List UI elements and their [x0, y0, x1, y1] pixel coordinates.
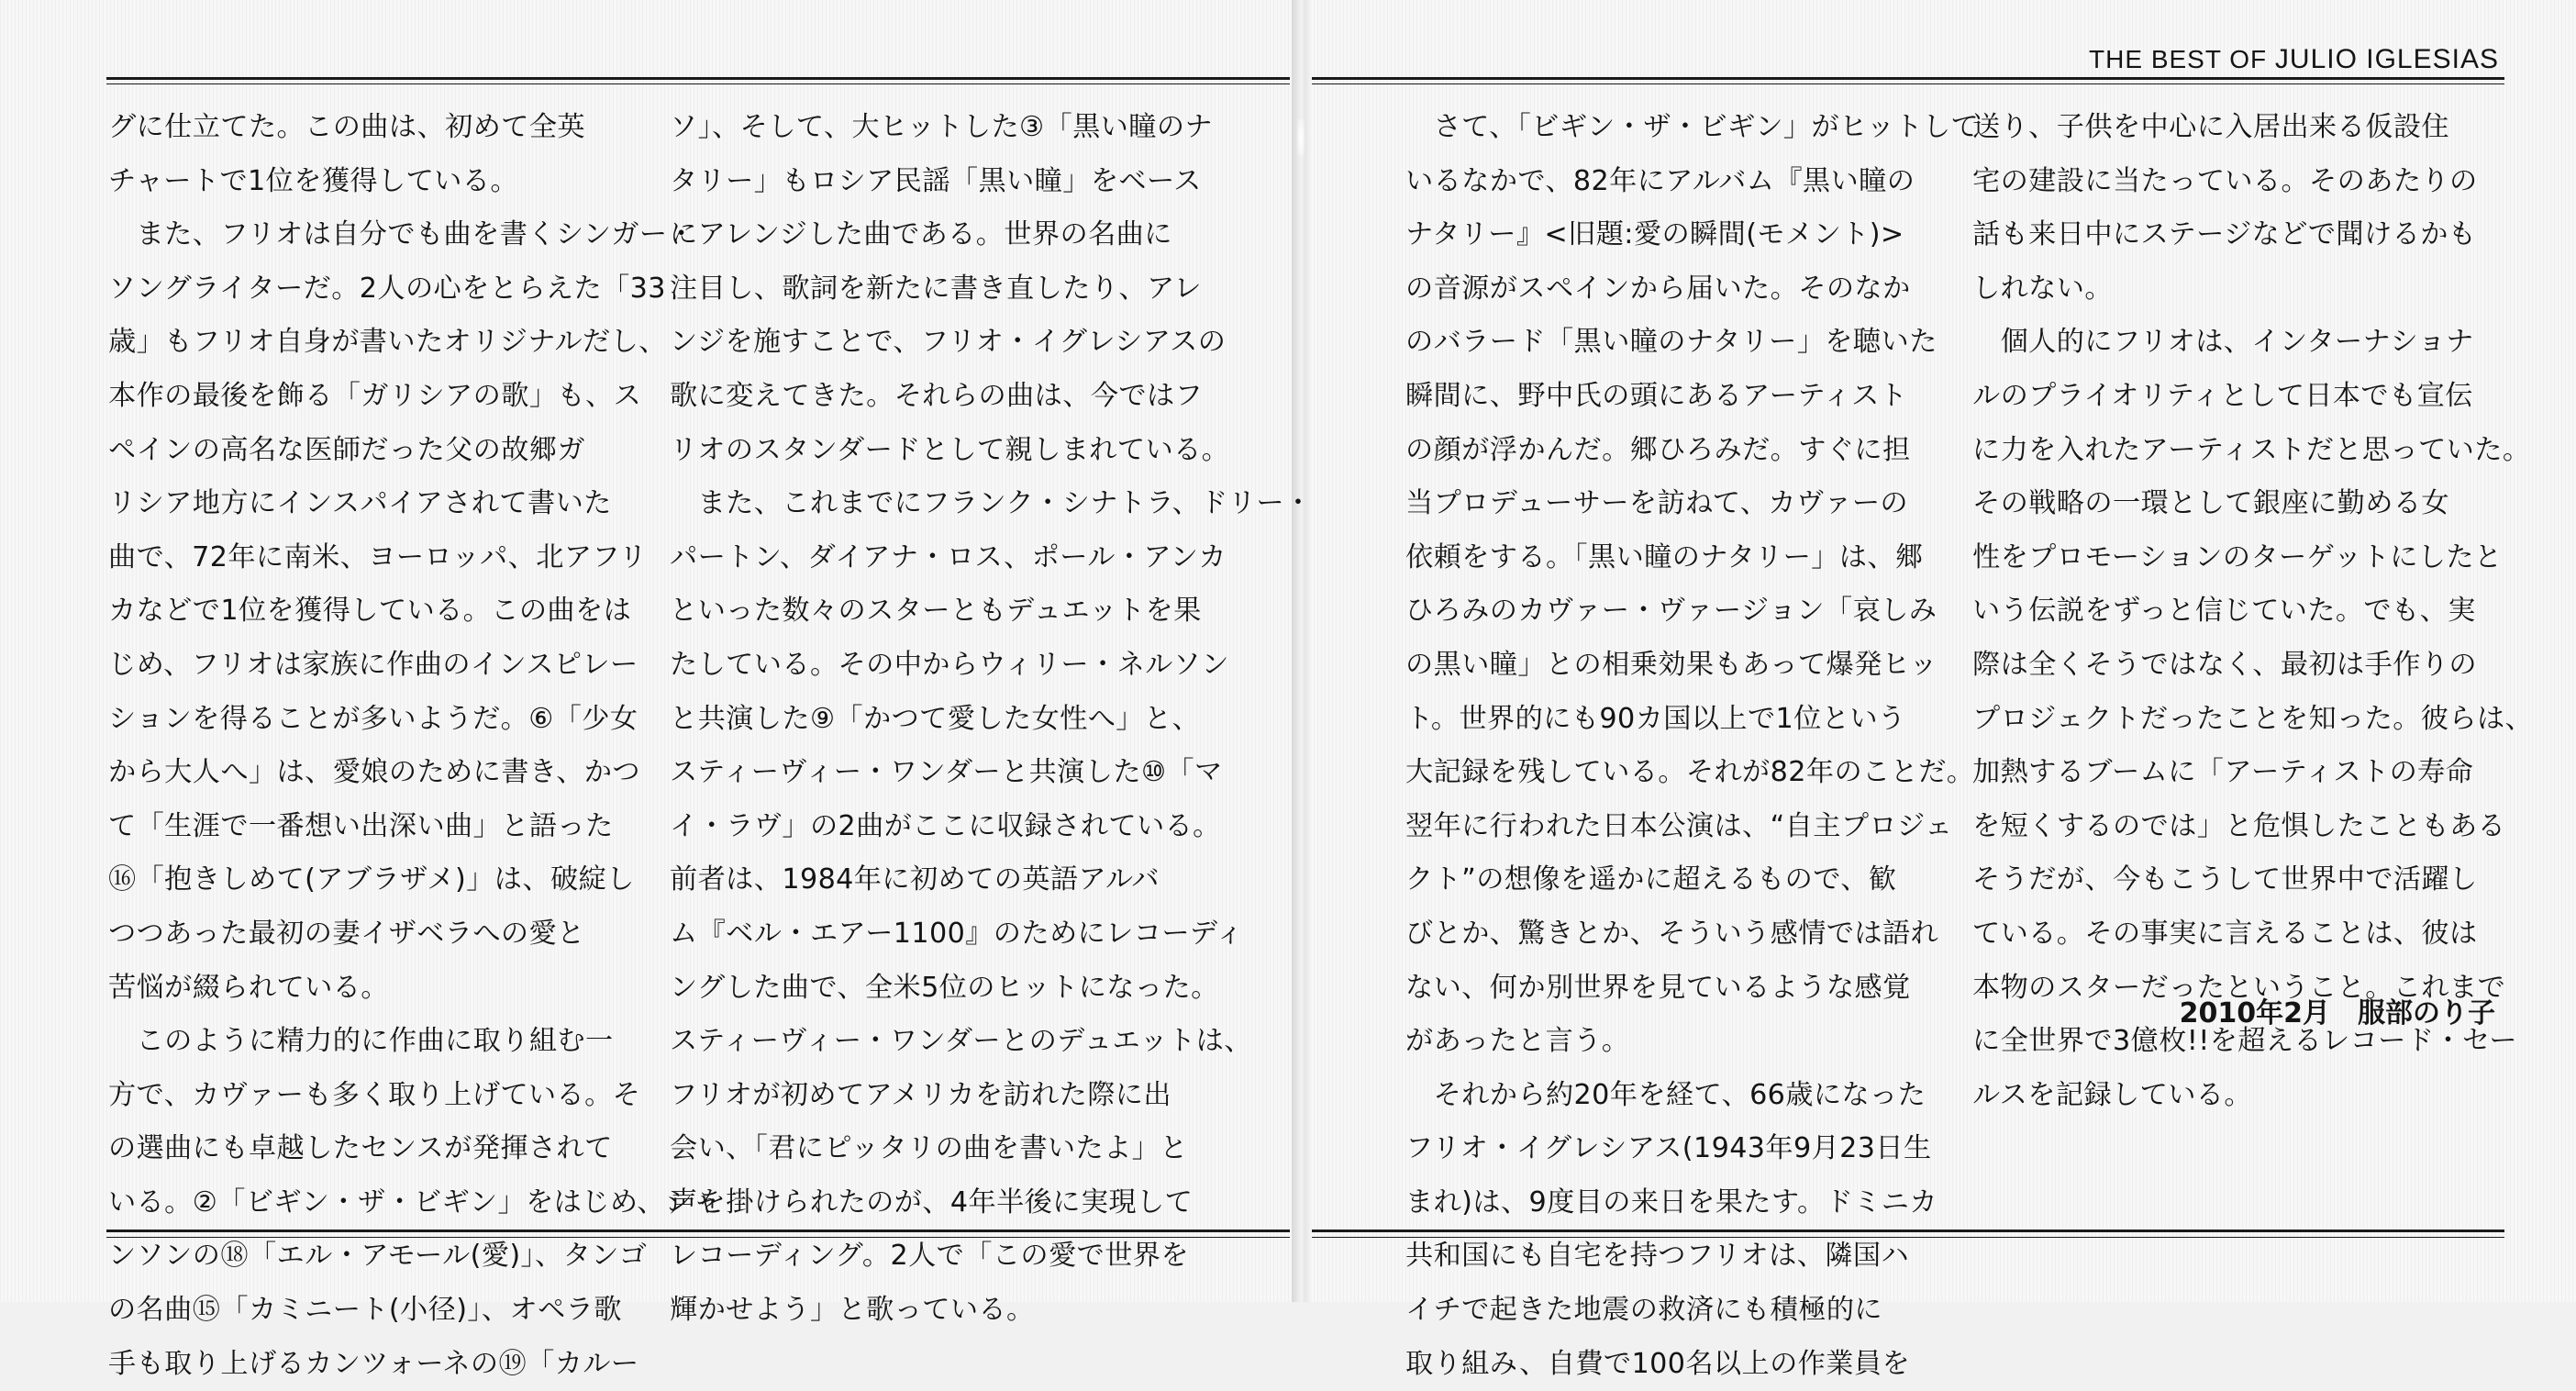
- text-line: このように精力的に作曲に取り組む一: [108, 1025, 614, 1058]
- text-line: 苦悩が綴られている。: [108, 971, 389, 1004]
- text-line: の顔が浮かんだ。郷ひろみだ。すぐに担: [1405, 433, 1911, 466]
- text-line: また、フリオは自分でも曲を書くシンガー・: [108, 218, 696, 251]
- text-line: 注目し、歌詞を新たに書き直したり、アレ: [670, 272, 1202, 305]
- text-line: さて、「ビギン・ザ・ビギン」がヒットして: [1405, 111, 1980, 143]
- text-line: があったと言う。: [1405, 1025, 1630, 1058]
- text-line: いるなかで、82年にアルバム『黒い瞳の: [1405, 164, 1915, 197]
- text-line: ングした曲で、全米5位のヒットになった。: [670, 971, 1219, 1004]
- text-line: ソングライターだ。2人の心をとらえた「33: [108, 272, 666, 305]
- text-line: いう伝説をずっと信じていた。でも、実: [1972, 595, 2476, 628]
- text-line: つつあった最初の妻イザベラへの愛と: [108, 917, 585, 950]
- text-line: ソ」、そして、大ヒットした③「黒い瞳のナ: [670, 111, 1214, 143]
- text-line: の黒い瞳」との相乗効果もあって爆発ヒッ: [1405, 648, 1938, 681]
- text-line: 前者は、1984年に初めての英語アルバ: [670, 863, 1160, 896]
- text-line: のバラード「黒い瞳のナタリー」を聴いた: [1405, 326, 1938, 359]
- text-line: イ・ラヴ」の2曲がここに収録されている。: [670, 809, 1221, 842]
- text-line: ペインの高名な医師だった父の故郷ガ: [108, 433, 585, 466]
- text-line: カなどで1位を獲得している。この曲をは: [108, 595, 632, 628]
- text-line: 曲で、72年に南米、ヨーロッパ、北アフリ: [108, 540, 648, 573]
- text-line: の選曲にも卓越したセンスが発揮されて: [108, 1132, 613, 1165]
- text-line: 際は全くそうではなく、最初は手作りの: [1972, 648, 2477, 681]
- text-line: スティーヴィー・ワンダーとのデュエットは、: [670, 1025, 1252, 1058]
- text-line: ひろみのカヴァー・ヴァージョン「哀しみ: [1405, 595, 1938, 628]
- text-line: レコーディング。2人で「この愛で世界を: [670, 1240, 1189, 1273]
- right-top-rule: [1312, 77, 2504, 80]
- text-line: ナタリー』<旧題:愛の瞬間(モメント)>: [1405, 218, 1904, 251]
- text-line: ⑯「抱きしめて(アブラザメ)」は、破綻し: [108, 863, 635, 896]
- text-line: ンソンの⑱「エル・アモール(愛)」、タンゴ: [108, 1240, 648, 1273]
- text-line: 送り、子供を中心に入居出来る仮設住: [1972, 111, 2449, 143]
- text-line: 取り組み、自費で100名以上の作業員を: [1405, 1347, 1911, 1380]
- text-line: たしている。その中からウィリー・ネルソン: [670, 648, 1229, 681]
- text-line: の名曲⑮「カミニート(小径)」、オペラ歌: [108, 1294, 622, 1327]
- text-line: グに仕立てた。この曲は、初めて全英: [108, 111, 585, 143]
- text-line: タリー」もロシア民謡「黒い瞳」をベース: [670, 164, 1202, 197]
- text-line: その戦略の一環として銀座に勤める女: [1972, 487, 2449, 520]
- text-line: から大人へ」は、愛娘のために書き、かつ: [108, 756, 640, 789]
- text-line: ションを得ることが多いようだ。⑥「少女: [108, 702, 638, 735]
- text-line: それから約20年を経て、66歳になった: [1405, 1078, 1926, 1111]
- text-line: といった数々のスターともデュエットを果: [670, 595, 1202, 628]
- book-title-prefix: THE BEST OF: [2089, 45, 2268, 73]
- left-top-rule-thin: [106, 83, 1290, 84]
- text-line: しれない。: [1972, 272, 2113, 305]
- text-line: イチで起きた地震の救済にも積極的に: [1405, 1294, 1882, 1327]
- text-line: と共演した⑨「かつて愛した女性へ」と、: [670, 702, 1201, 735]
- left-top-rule: [106, 77, 1290, 80]
- text-line: ルのプライオリティとして日本でも宣伝: [1972, 379, 2473, 412]
- text-column-4: [1972, 101, 2533, 1122]
- text-line: 会い、「君にピッタリの曲を書いたよ」と: [670, 1132, 1188, 1165]
- text-line: ンジを施すことで、フリオ・イグレシアスの: [670, 326, 1227, 359]
- text-line: 加熱するブームに「アーティストの寿命: [1972, 756, 2474, 789]
- text-line: 翌年に行われた日本公演は、“自主プロジェ: [1405, 809, 1953, 842]
- text-line: 瞬間に、野中氏の頭にあるアーティスト: [1405, 379, 1908, 412]
- text-line: ルスを記録している。: [1972, 1078, 2252, 1111]
- text-line: いる。②「ビギン・ザ・ビギン」をはじめ、シャ: [108, 1185, 721, 1219]
- text-line: ム『ベル・エアー1100』のためにレコーディ: [670, 917, 1244, 950]
- text-line: 性をプロモーションのターゲットにしたと: [1972, 540, 2503, 573]
- text-line: プロジェクトだったことを知った。彼らは、: [1972, 702, 2534, 735]
- text-line: ト。世界的にも90カ国以上で1位という: [1405, 702, 1906, 735]
- text-line: ない、何か別世界を見ているような感覚: [1405, 971, 1911, 1004]
- text-line: に全世界で3億枚!!を超えるレコード・セー: [1972, 1025, 2517, 1058]
- text-line: 手も取り上げるカンツォーネの⑲「カルー: [108, 1347, 639, 1380]
- text-line: そうだが、今もこうして世界中で活躍し: [1972, 863, 2478, 896]
- text-line: フリオが初めてアメリカを訪れた際に出: [670, 1078, 1171, 1111]
- text-line: て「生涯で一番想い出深い曲」と語った: [108, 809, 614, 842]
- text-line: 輝かせよう」と歌っている。: [670, 1294, 1035, 1327]
- text-line: 歌に変えてきた。それらの曲は、今ではフ: [670, 379, 1204, 412]
- text-line: の音源がスペインから届いた。そのなか: [1405, 272, 1911, 305]
- text-line: 声を掛けられたのが、4年半後に実現して: [670, 1185, 1194, 1219]
- text-line: チャートで1位を獲得している。: [108, 164, 518, 197]
- text-column-2: [670, 101, 1313, 1338]
- text-line: にアレンジした曲である。世界の名曲に: [670, 218, 1172, 251]
- text-line: 宅の建設に当たっている。そのあたりの: [1972, 164, 2478, 197]
- text-line: リシア地方にインスパイアされて書いた: [108, 487, 612, 520]
- text-line: スティーヴィー・ワンダーと共演した⑩「マ: [670, 756, 1223, 789]
- text-line: 当プロデューサーを訪ねて、カヴァーの: [1405, 487, 1909, 520]
- text-line: また、これまでにフランク・シナトラ、ドリー・: [670, 487, 1313, 520]
- text-line: を短くするのでは」と危惧したこともある: [1972, 809, 2506, 842]
- text-column-1: [108, 101, 720, 1391]
- text-line: 個人的にフリオは、インターナショナ: [1972, 326, 2474, 359]
- text-line: パートン、ダイアナ・ロス、ポール・アンカ: [670, 540, 1227, 573]
- text-line: ている。その事実に言えることは、彼は: [1972, 917, 2478, 950]
- text-line: フリオ・イグレシアス(1943年9月23日生: [1405, 1132, 1932, 1165]
- signature-date-author: 2010年2月 服部のり子: [2179, 997, 2495, 1029]
- text-line: クト”の想像を遥かに超えるもので、歓: [1405, 863, 1897, 896]
- text-line: 本物のスターだったということ。これまで: [1972, 971, 2506, 1004]
- text-line: に力を入れたアーティストだと思っていた。: [1972, 433, 2531, 466]
- text-line: 歳」もフリオ自身が書いたオリジナルだし、: [108, 326, 667, 359]
- right-top-rule-thin: [1312, 83, 2504, 84]
- text-line: 共和国にも自宅を持つフリオは、隣国ハ: [1405, 1240, 1910, 1273]
- text-line: びとか、驚きとか、そういう感情では語れ: [1405, 917, 1939, 950]
- text-line: リオのスタンダードとして親しまれている。: [670, 433, 1230, 466]
- text-line: 依頼をする。「黒い瞳のナタリー」は、郷: [1405, 540, 1924, 573]
- text-line: 大記録を残している。それが82年のことだ。: [1405, 756, 1975, 789]
- text-line: 方で、カヴァーも多く取り上げている。そ: [108, 1078, 641, 1111]
- book-title-artist: JULIO IGLESIAS: [2274, 44, 2499, 74]
- text-line: 話も来日中にステージなどで聞けるかも: [1972, 218, 2477, 251]
- text-line: じめ、フリオは家族に作曲のインスピレー: [108, 648, 638, 681]
- text-line: まれ)は、9度目の来日を果たす。ドミニカ: [1405, 1185, 1938, 1219]
- text-column-3: [1405, 101, 1979, 1391]
- text-line: 本作の最後を飾る「ガリシアの歌」も、ス: [108, 379, 642, 412]
- book-title: [2089, 44, 2499, 75]
